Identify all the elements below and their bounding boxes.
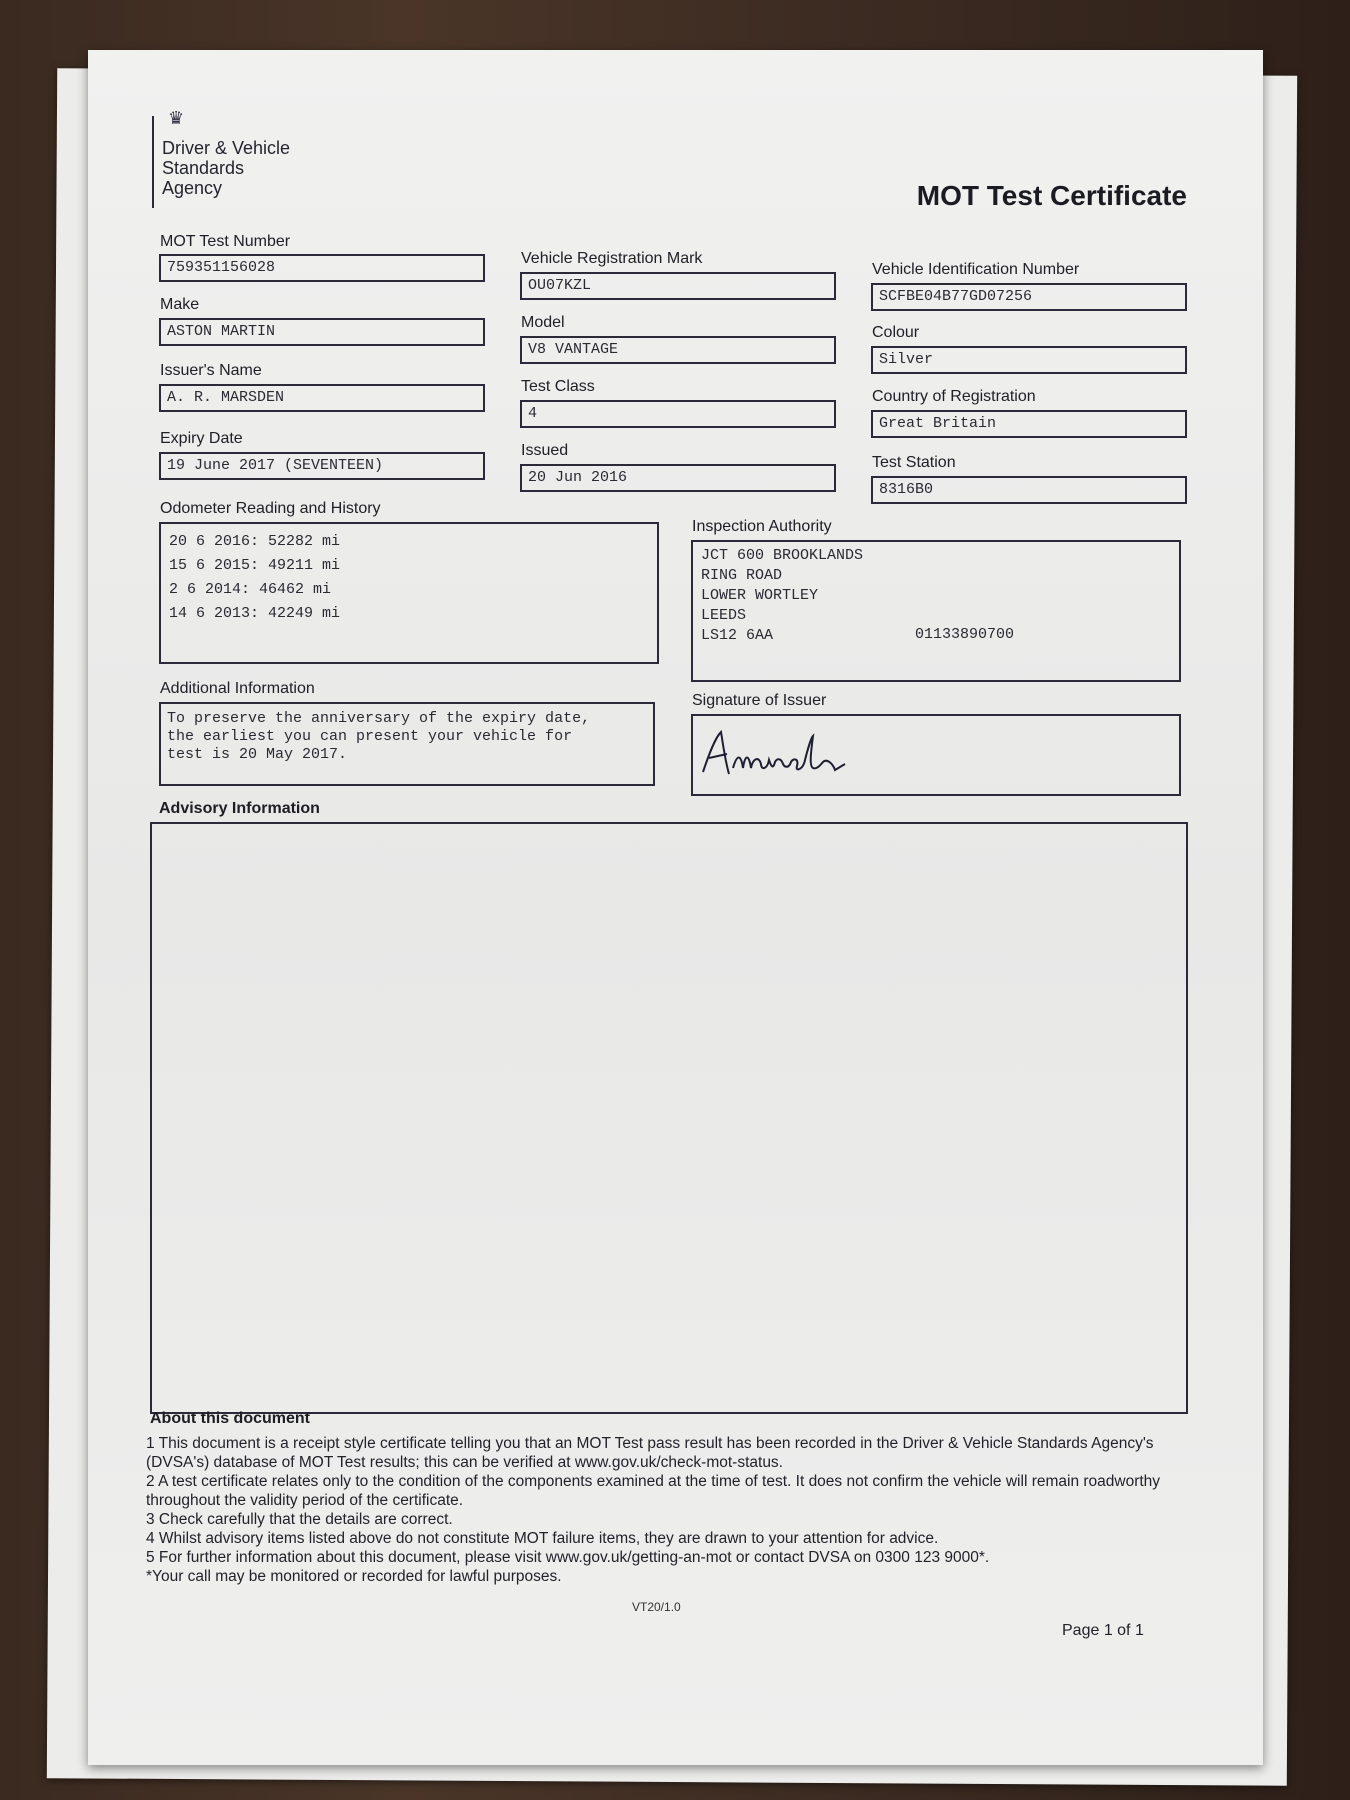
advisory-heading: Advisory Information (159, 800, 320, 817)
odometer-history (159, 522, 659, 664)
about-item: 1 This document is a receipt style certificate telling you that an MOT Test pass result has been recorded in the Driver & Vehicle Standards Agency's (DVSA's) database of MOT Test results; this can be verified at www.gov.uk/check-mot-status. (146, 1435, 1154, 1471)
logo-divider (152, 116, 154, 208)
additional-info-label: Additional Information (160, 680, 315, 697)
signature-image (695, 724, 865, 784)
test-class-label: Test Class (521, 378, 595, 395)
vin-label: Vehicle Identification Number (872, 261, 1080, 278)
make-field: ASTON MARTIN (159, 318, 485, 346)
mot-test-number-label: MOT Test Number (160, 233, 291, 250)
mot-certificate (88, 50, 1263, 1765)
issued-label: Issued (521, 442, 569, 459)
page-title: MOT Test Certificate (916, 180, 1187, 211)
odometer-entry: 2 6 2014: 46462 mi (169, 581, 332, 598)
about-footnote: *Your call may be monitored or recorded for lawful purposes. (146, 1568, 562, 1585)
about-item: 5 For further information about this document, please visit www.gov.uk/getting-an-mot or contact DVSA on 0300 123 9000*. (146, 1549, 990, 1566)
additional-info-text: To preserve the anniversary of the expiry date, the earliest you can present your vehicle for test is 20 May 2017. (159, 702, 655, 786)
issuer-name-field: A. R. MARSDEN (159, 384, 485, 412)
expiry-date-field: 19 June 2017 (SEVENTEEN) (159, 452, 485, 480)
registration-mark-field: OU07KZL (520, 272, 836, 300)
dvsa-logo (152, 108, 312, 208)
mot-test-number-field: 759351156028 (159, 254, 485, 282)
issuer-name-label: Issuer's Name (160, 362, 262, 379)
country-label: Country of Registration (872, 388, 1036, 405)
about-item: 4 Whilst advisory items listed above do not constitute MOT failure items, they are drawn to your attention for advice. (146, 1530, 939, 1547)
about-item: 2 A test certificate relates only to the condition of the components examined at the time of test. It does not confirm the vehicle will remain roadworthy throughout the validity period of the certificate. (146, 1473, 1161, 1509)
agency-name: Driver & Vehicle Standards Agency (162, 138, 291, 198)
make-label: Make (160, 296, 200, 313)
vin-field: SCFBE04B77GD07256 (871, 283, 1187, 311)
form-code: VT20/1.0 (632, 1600, 681, 1614)
test-station-field: 8316B0 (871, 476, 1187, 504)
model-field: V8 VANTAGE (520, 336, 836, 364)
odometer-entry: 15 6 2015: 49211 mi (169, 557, 341, 574)
registration-mark-label: Vehicle Registration Mark (521, 250, 703, 267)
inspection-authority-box (691, 540, 1181, 682)
about-heading: About this document (150, 1410, 310, 1427)
model-label: Model (521, 314, 565, 331)
signature-box (691, 714, 1181, 796)
crown-crest-icon: ♛ (168, 108, 185, 128)
about-section (146, 1434, 1186, 1586)
odometer-entry: 20 6 2016: 52282 mi (169, 533, 341, 550)
inspection-authority-label: Inspection Authority (692, 518, 832, 535)
inspection-authority-address: JCT 600 BROOKLANDS RING ROAD LOWER WORTLEY LEEDS LS12 6AA (701, 547, 864, 644)
inspection-authority-phone: 01133890700 (915, 626, 1015, 643)
country-field: Great Britain (871, 410, 1187, 438)
expiry-date-label: Expiry Date (160, 430, 243, 447)
colour-label: Colour (872, 324, 920, 341)
test-class-field: 4 (520, 400, 836, 428)
signature-label: Signature of Issuer (692, 692, 827, 709)
odometer-label: Odometer Reading and History (160, 500, 381, 517)
test-station-label: Test Station (872, 454, 956, 471)
about-item: 3 Check carefully that the details are correct. (146, 1511, 453, 1528)
colour-field: Silver (871, 346, 1187, 374)
odometer-entry: 14 6 2013: 42249 mi (169, 605, 341, 622)
advisory-box (150, 822, 1188, 1414)
issued-field: 20 Jun 2016 (520, 464, 836, 492)
page-number: Page 1 of 1 (1062, 1622, 1144, 1639)
